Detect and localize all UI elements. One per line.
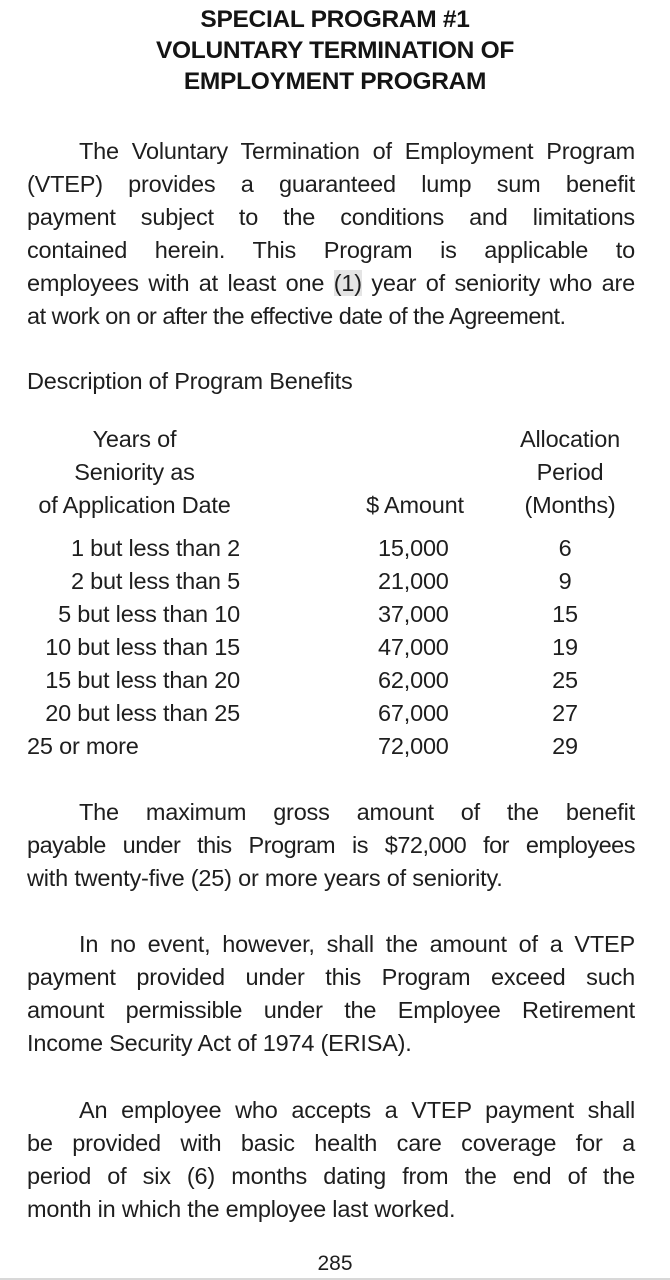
health-paragraph (27, 1094, 635, 1226)
table-row (0, 697, 670, 730)
table-row (0, 598, 670, 631)
seniority-cell: 10 but less than 15 (45, 634, 240, 660)
column-header-allocation (510, 423, 630, 522)
text-line: period of six (6) months dating from the end of the (27, 1163, 635, 1189)
text-line: The maximum gross amount of the benefit (79, 799, 635, 825)
header-line: (Months) (524, 492, 616, 518)
title-line: EMPLOYMENT PROGRAM (183, 68, 487, 95)
seniority-cell: 5 but less than 10 (58, 601, 240, 627)
seniority-cell: 25 or more (27, 733, 139, 759)
table-row (0, 664, 670, 697)
text-line: payment subject to the conditions and limitations (27, 204, 635, 230)
text-line: payable under this Program is $72,000 for employees (27, 832, 635, 858)
months-cell: 19 (552, 634, 578, 660)
amount-cell: 72,000 (378, 733, 449, 759)
column-header-seniority (27, 423, 242, 522)
amount-cell: 67,000 (378, 700, 449, 726)
text-line: with twenty-five (25) or more years of seniority. (27, 865, 503, 891)
seniority-cell: 2 but less than 5 (70, 568, 240, 594)
text-line: be provided with basic health care coverage for a (27, 1130, 635, 1156)
header-line: Seniority as (74, 459, 195, 485)
benefits-heading: Description of Program Benefits (27, 368, 353, 394)
months-cell: 9 (558, 568, 572, 594)
months-cell: 15 (552, 601, 578, 627)
text-line: payment provided under this Program exceed such (27, 964, 635, 990)
text-line: amount permissible under the Employee Retirement (27, 997, 635, 1023)
months-cell: 27 (552, 700, 578, 726)
amount-cell: 15,000 (378, 535, 449, 561)
maximum-paragraph (27, 796, 635, 895)
table-row (0, 730, 670, 763)
document-title (0, 4, 670, 97)
title-line: VOLUNTARY TERMINATION OF (155, 37, 514, 64)
months-cell: 6 (558, 535, 572, 561)
erisa-paragraph (27, 928, 635, 1060)
text-line: Income Security Act of 1974 (ERISA). (27, 1030, 412, 1056)
text-line: (VTEP) provides a guaranteed lump sum benefit (27, 171, 635, 197)
header-line: of Application Date (38, 492, 231, 518)
amount-cell: 21,000 (378, 568, 449, 594)
table-row (0, 532, 670, 565)
title-line: SPECIAL PROGRAM #1 (200, 6, 470, 33)
header-line: Period (536, 459, 604, 485)
amount-cell: 47,000 (378, 634, 449, 660)
table-row (0, 631, 670, 664)
text-line: In no event, however, shall the amount of a VTEP (79, 931, 635, 957)
text-line: An employee who accepts a VTEP payment shall (79, 1097, 635, 1123)
page-number: 285 (317, 1252, 353, 1275)
months-cell: 25 (552, 667, 578, 693)
text-line (27, 267, 635, 300)
text-line: The Voluntary Termination of Employment Program (79, 138, 635, 164)
column-header-amount: $ Amount (366, 492, 464, 518)
text-line: month in which the employee last worked. (27, 1196, 456, 1222)
header-line: Allocation (520, 426, 620, 452)
text-line: at work on or after the effective date of the Agreement. (27, 303, 566, 329)
seniority-cell: 1 but less than 2 (70, 535, 240, 561)
intro-paragraph (27, 135, 635, 333)
amount-cell: 62,000 (378, 667, 449, 693)
header-line: Years of (92, 426, 177, 452)
months-cell: 29 (552, 733, 578, 759)
seniority-cell: 15 but less than 20 (45, 667, 240, 693)
seniority-cell: 20 but less than 25 (45, 700, 240, 726)
text-line: contained herein. This Program is applicable to (27, 237, 635, 263)
text-fragment: year of seniority who are (371, 270, 635, 296)
amount-cell: 37,000 (378, 601, 449, 627)
table-row (0, 565, 670, 598)
highlighted-text: (1) (333, 270, 362, 296)
text-fragment: employees with at least one (27, 270, 325, 296)
